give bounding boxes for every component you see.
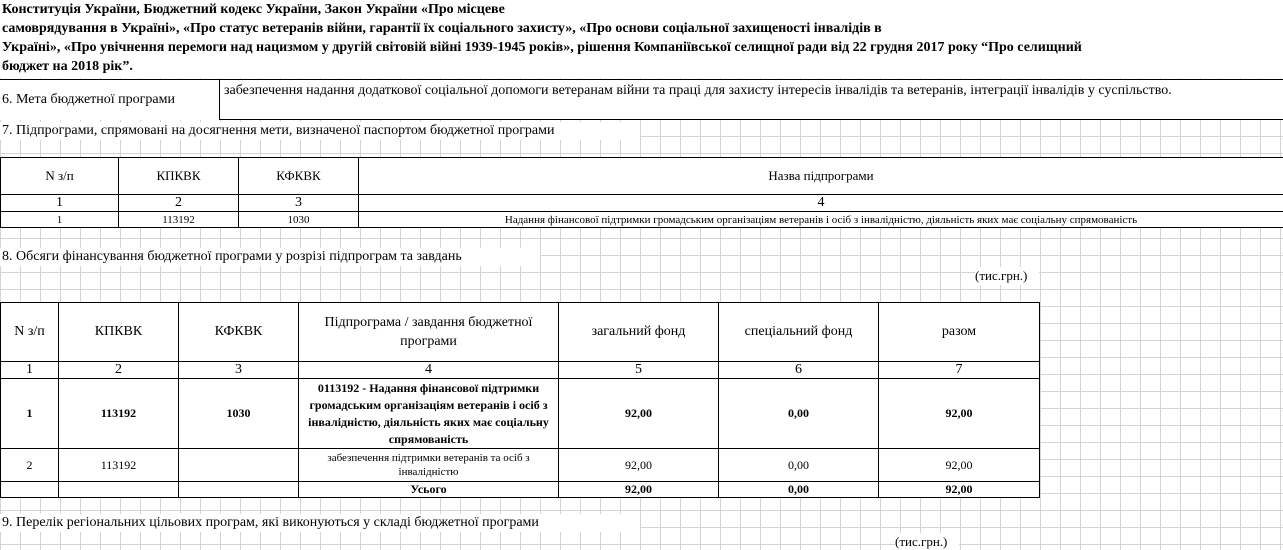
table-row	[1, 212, 1283, 228]
legal-basis-line: Україні», «Про увічнення перемоги над нацизмом у другій світовій війні 1939-1945 років», рішення Компаніївської селищної ради від 22 грудня 2017 року “Про селищний	[2, 40, 1082, 55]
cell-kpkvk: 113192	[59, 379, 179, 449]
cell-number: 1	[1, 212, 119, 228]
legal-basis-line: бюджет на 2018 рік”.	[2, 59, 133, 74]
cell-subprogram-task: 0113192 - Надання фінансової підтримки громадським організаціям ветеранів і осіб з інвалідністю, діяльність яких має соціальну спрямованість	[299, 379, 559, 449]
header-subprogram-name: Назва підпрограми	[359, 158, 1283, 195]
section9-unit: (тис.грн.)	[895, 533, 959, 550]
cell-kfkvk: 1030	[179, 379, 299, 449]
cell-number: 1	[1, 379, 59, 449]
header-total: разом	[879, 303, 1040, 362]
cell-subprogram-task: забезпечення підтримки ветеранів та осіб з інвалідністю	[299, 449, 559, 482]
column-number: 4	[299, 362, 559, 379]
cell-general-fund: 92,00	[559, 482, 719, 498]
section7-title: 7. Підпрограми, спрямовані на досягнення мети, визначеної паспортом бюджетної програми	[0, 122, 640, 140]
section9-title: 9. Перелік регіональних цільових програм, які виконуються у складі бюджетної програми	[0, 514, 640, 532]
cell-kpkvk	[59, 482, 179, 498]
cell-number	[1, 482, 59, 498]
column-number: 1	[1, 195, 119, 212]
legal-basis	[0, 0, 1283, 78]
header-kpkvk: КПКВК	[59, 303, 179, 362]
cell-kfkvk	[179, 449, 299, 482]
column-number: 1	[1, 362, 59, 379]
table-header-row	[1, 303, 1040, 362]
section8-unit: (тис.грн.)	[975, 267, 1039, 285]
cell-kfkvk: 1030	[239, 212, 359, 228]
cell-total: 92,00	[879, 379, 1040, 449]
table-number-row	[1, 195, 1283, 212]
column-number: 2	[59, 362, 179, 379]
header-general-fund: загальний фонд	[559, 303, 719, 362]
header-subprogram-task: Підпрограма / завдання бюджетної програми	[299, 303, 559, 362]
table-number-row	[1, 362, 1040, 379]
header-number: N з/п	[1, 158, 119, 195]
total-row	[1, 482, 1040, 498]
table-row	[1, 379, 1040, 449]
cell-special-fund: 0,00	[719, 482, 879, 498]
column-number: 2	[119, 195, 239, 212]
legal-basis-line: Конституція України, Бюджетний кодекс України, Закон України «Про місцеве	[2, 2, 505, 17]
header-kfkvk: КФКВК	[239, 158, 359, 195]
header-kpkvk: КПКВК	[119, 158, 239, 195]
section6-label: 6. Мета бюджетної програми	[0, 79, 219, 120]
cell-total: 92,00	[879, 449, 1040, 482]
header-special-fund: спеціальний фонд	[719, 303, 879, 362]
header-number: N з/п	[1, 303, 59, 362]
legal-basis-line: самоврядування в Україні», «Про статус ветеранів війни, гарантії їх соціального захисту», «Про основи соціальної захищеності інвалідів в	[2, 21, 882, 36]
column-number: 3	[179, 362, 299, 379]
cell-general-fund: 92,00	[559, 449, 719, 482]
column-number: 5	[559, 362, 719, 379]
cell-kpkvk: 113192	[119, 212, 239, 228]
column-number: 7	[879, 362, 1040, 379]
cell-number: 2	[1, 449, 59, 482]
cell-kfkvk	[179, 482, 299, 498]
column-number: 3	[239, 195, 359, 212]
cell-subprogram-name: Надання фінансової підтримки громадським організаціям ветеранів і осіб з інвалідністю, діяльність яких має соціальну спрямованість	[359, 212, 1283, 228]
column-number: 6	[719, 362, 879, 379]
section6-text: забезпечення надання додаткової соціальної допомоги ветеранам війни та праці для захисту інтересів інвалідів та ветеранів, інтеграції інвалідів у суспільство.	[219, 79, 1283, 120]
subprograms-table	[0, 157, 1283, 228]
cell-special-fund: 0,00	[719, 379, 879, 449]
cell-general-fund: 92,00	[559, 379, 719, 449]
cell-total-label: Усього	[299, 482, 559, 498]
column-number: 4	[359, 195, 1283, 212]
table-header-row	[1, 158, 1283, 195]
cell-total: 92,00	[879, 482, 1040, 498]
cell-kpkvk: 113192	[59, 449, 179, 482]
section8-title: 8. Обсяги фінансування бюджетної програми у розрізі підпрограм та завдань	[0, 248, 540, 266]
cell-special-fund: 0,00	[719, 449, 879, 482]
header-kfkvk: КФКВК	[179, 303, 299, 362]
table-row	[1, 449, 1040, 482]
financing-table	[0, 302, 1040, 498]
